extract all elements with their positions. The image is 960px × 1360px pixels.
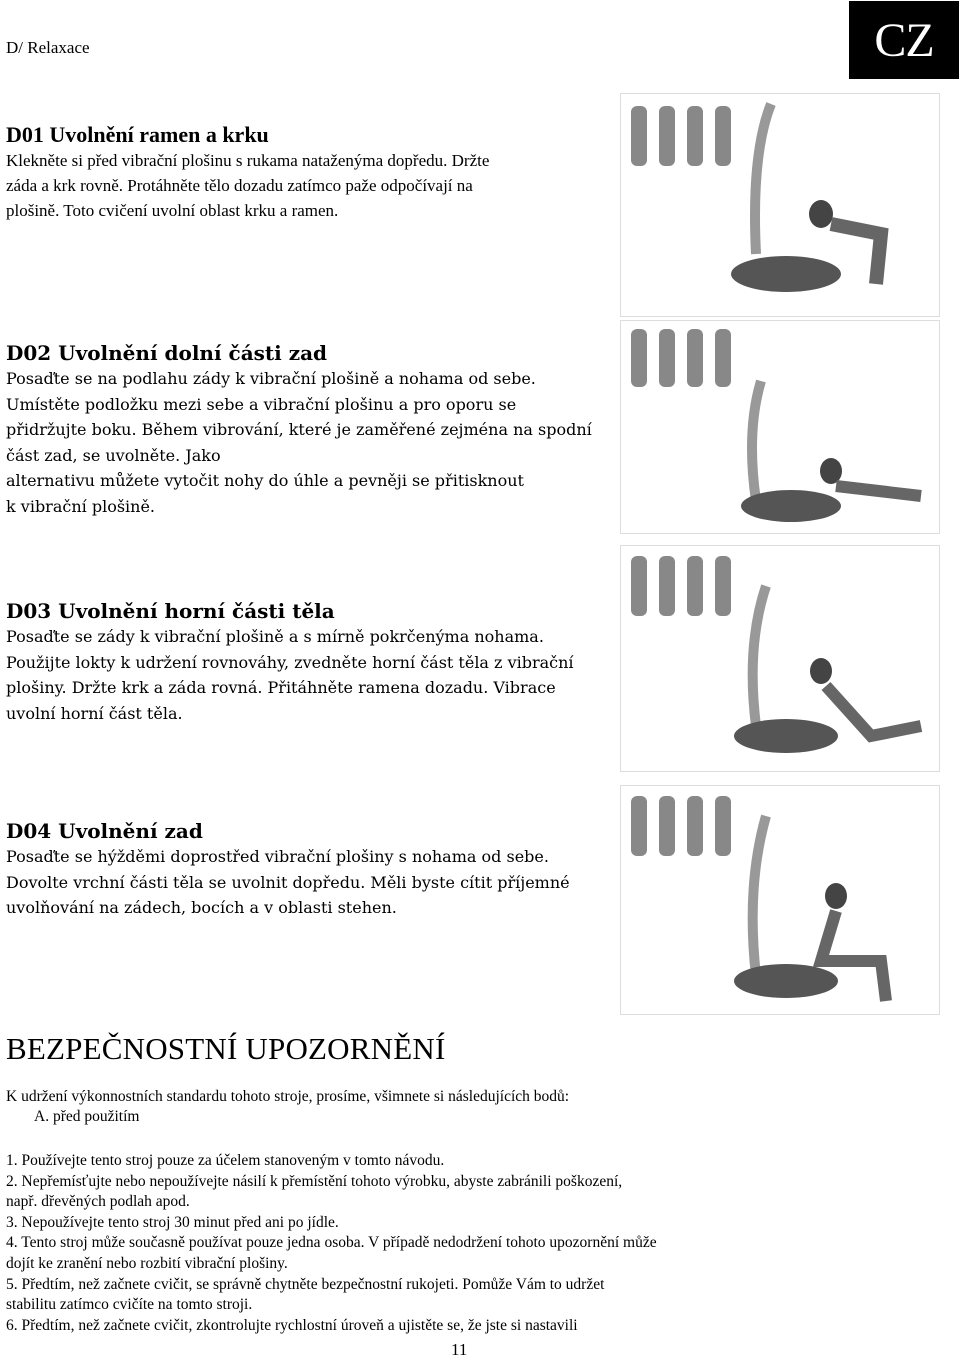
seated-back-illustration: [621, 321, 939, 533]
muscle-chart-icon: [631, 556, 731, 616]
exercise-d03: [6, 598, 596, 726]
exercise-text: Posaďte se hýžděmi doprostřed vibrační plošiny s nohama od sebe. Dovolte vrchní části těla se uvolnit dopředu. Měli byste cítit příjemné uvolňování na zádech, bocích a v oblasti stehen.: [6, 847, 570, 917]
exercise-text: Klekněte si před vibrační plošinu s rukama nataženýma dopředu. Držte záda a krk rovně. Protáhněte tělo dozadu zatímco paže odpočívají na plošině. Toto cvičení uvolní oblast krku a ramen.: [6, 151, 490, 220]
section-label: D/ Relaxace: [6, 38, 90, 57]
exercise-d04-illustration: [620, 785, 940, 1015]
exercise-d01-illustration: [620, 93, 940, 317]
safety-intro: K udržení výkonnostních standardu tohoto stroje, prosíme, všimnete si následujících bodů:: [6, 1088, 570, 1105]
list-item: 4. Tento stroj může současně používat pouze jedna osoba. V případě nedodržení tohoto upozornění může dojít ke zranění nebo rozbití vibrační plošiny.: [6, 1234, 657, 1272]
exercise-title: D01 Uvolnění ramen a krku: [6, 122, 269, 147]
exercise-text: Posaďte se na podlahu zády k vibrační plošině a nohama od sebe. Umístěte podložku mezi sebe a vibrační plošinu a pro oporu se přidržujte boku. Během vibrování, které je zaměřené zejména na spodní část zad, se uvolněte. Jako alternativu můžete vytočit nohy do úhle a pevněji se přitisknout k vibrační plošině.: [6, 369, 592, 516]
language-badge: CZ: [849, 1, 959, 79]
list-item: 3. Nepoužívejte tento stroj 30 minut před ani po jídle.: [6, 1213, 339, 1231]
exercise-d02: [6, 340, 596, 519]
list-item: 5. Předtím, než začnete cvičit, se správně chytněte bezpečnostní rukojeti. Pomůže Vám to udržet stabilitu zatímco cvičíte na tomto stroji.: [6, 1275, 605, 1314]
safety-subheading: A. před použitím: [34, 1108, 140, 1125]
muscle-chart-icon: [631, 106, 731, 166]
list-item: 6. Předtím, než začnete cvičit, zkontrolujte rychlostní úroveň a ujistěte se, že jste si nastavili: [6, 1316, 578, 1334]
muscle-chart-icon: [631, 329, 731, 387]
page-number: 11: [451, 1340, 468, 1359]
exercise-d02-illustration: [620, 320, 940, 534]
exercise-title: D03 Uvolnění horní části těla: [6, 599, 335, 623]
exercise-d01: [6, 122, 596, 223]
list-item: 1. Používejte tento stroj pouze za účelem stanoveným v tomto návodu.: [6, 1152, 445, 1169]
upper-body-illustration: [621, 546, 939, 771]
exercise-d04: [6, 818, 596, 921]
exercise-d03-illustration: [620, 545, 940, 772]
muscle-chart-icon: [631, 796, 731, 856]
list-item: 2. Nepřemísťujte nebo nepoužívejte násilí k přemístění tohoto výrobku, abyste zabránili poškození, např. dřevěných podlah apod.: [6, 1172, 623, 1211]
seated-forward-illustration: [621, 786, 939, 1014]
exercise-title: D02 Uvolnění dolní části zad: [6, 341, 328, 365]
safety-rules-list: [6, 1151, 786, 1336]
exercise-text: Posaďte se zády k vibrační plošině a s mírně pokrčenýma nohama. Použijte lokty k udržení rovnováhy, zvedněte horní část těla z vibrační plošiny. Držte krk a záda rovná. Přitáhněte ramena dozadu. Vibrace uvolní horní část těla.: [6, 627, 574, 723]
safety-title: BEZPEČNOSTNÍ UPOZORNĚNÍ: [6, 1031, 446, 1066]
kneeling-stretch-illustration: [621, 94, 939, 316]
exercise-title: D04 Uvolnění zad: [6, 819, 203, 843]
